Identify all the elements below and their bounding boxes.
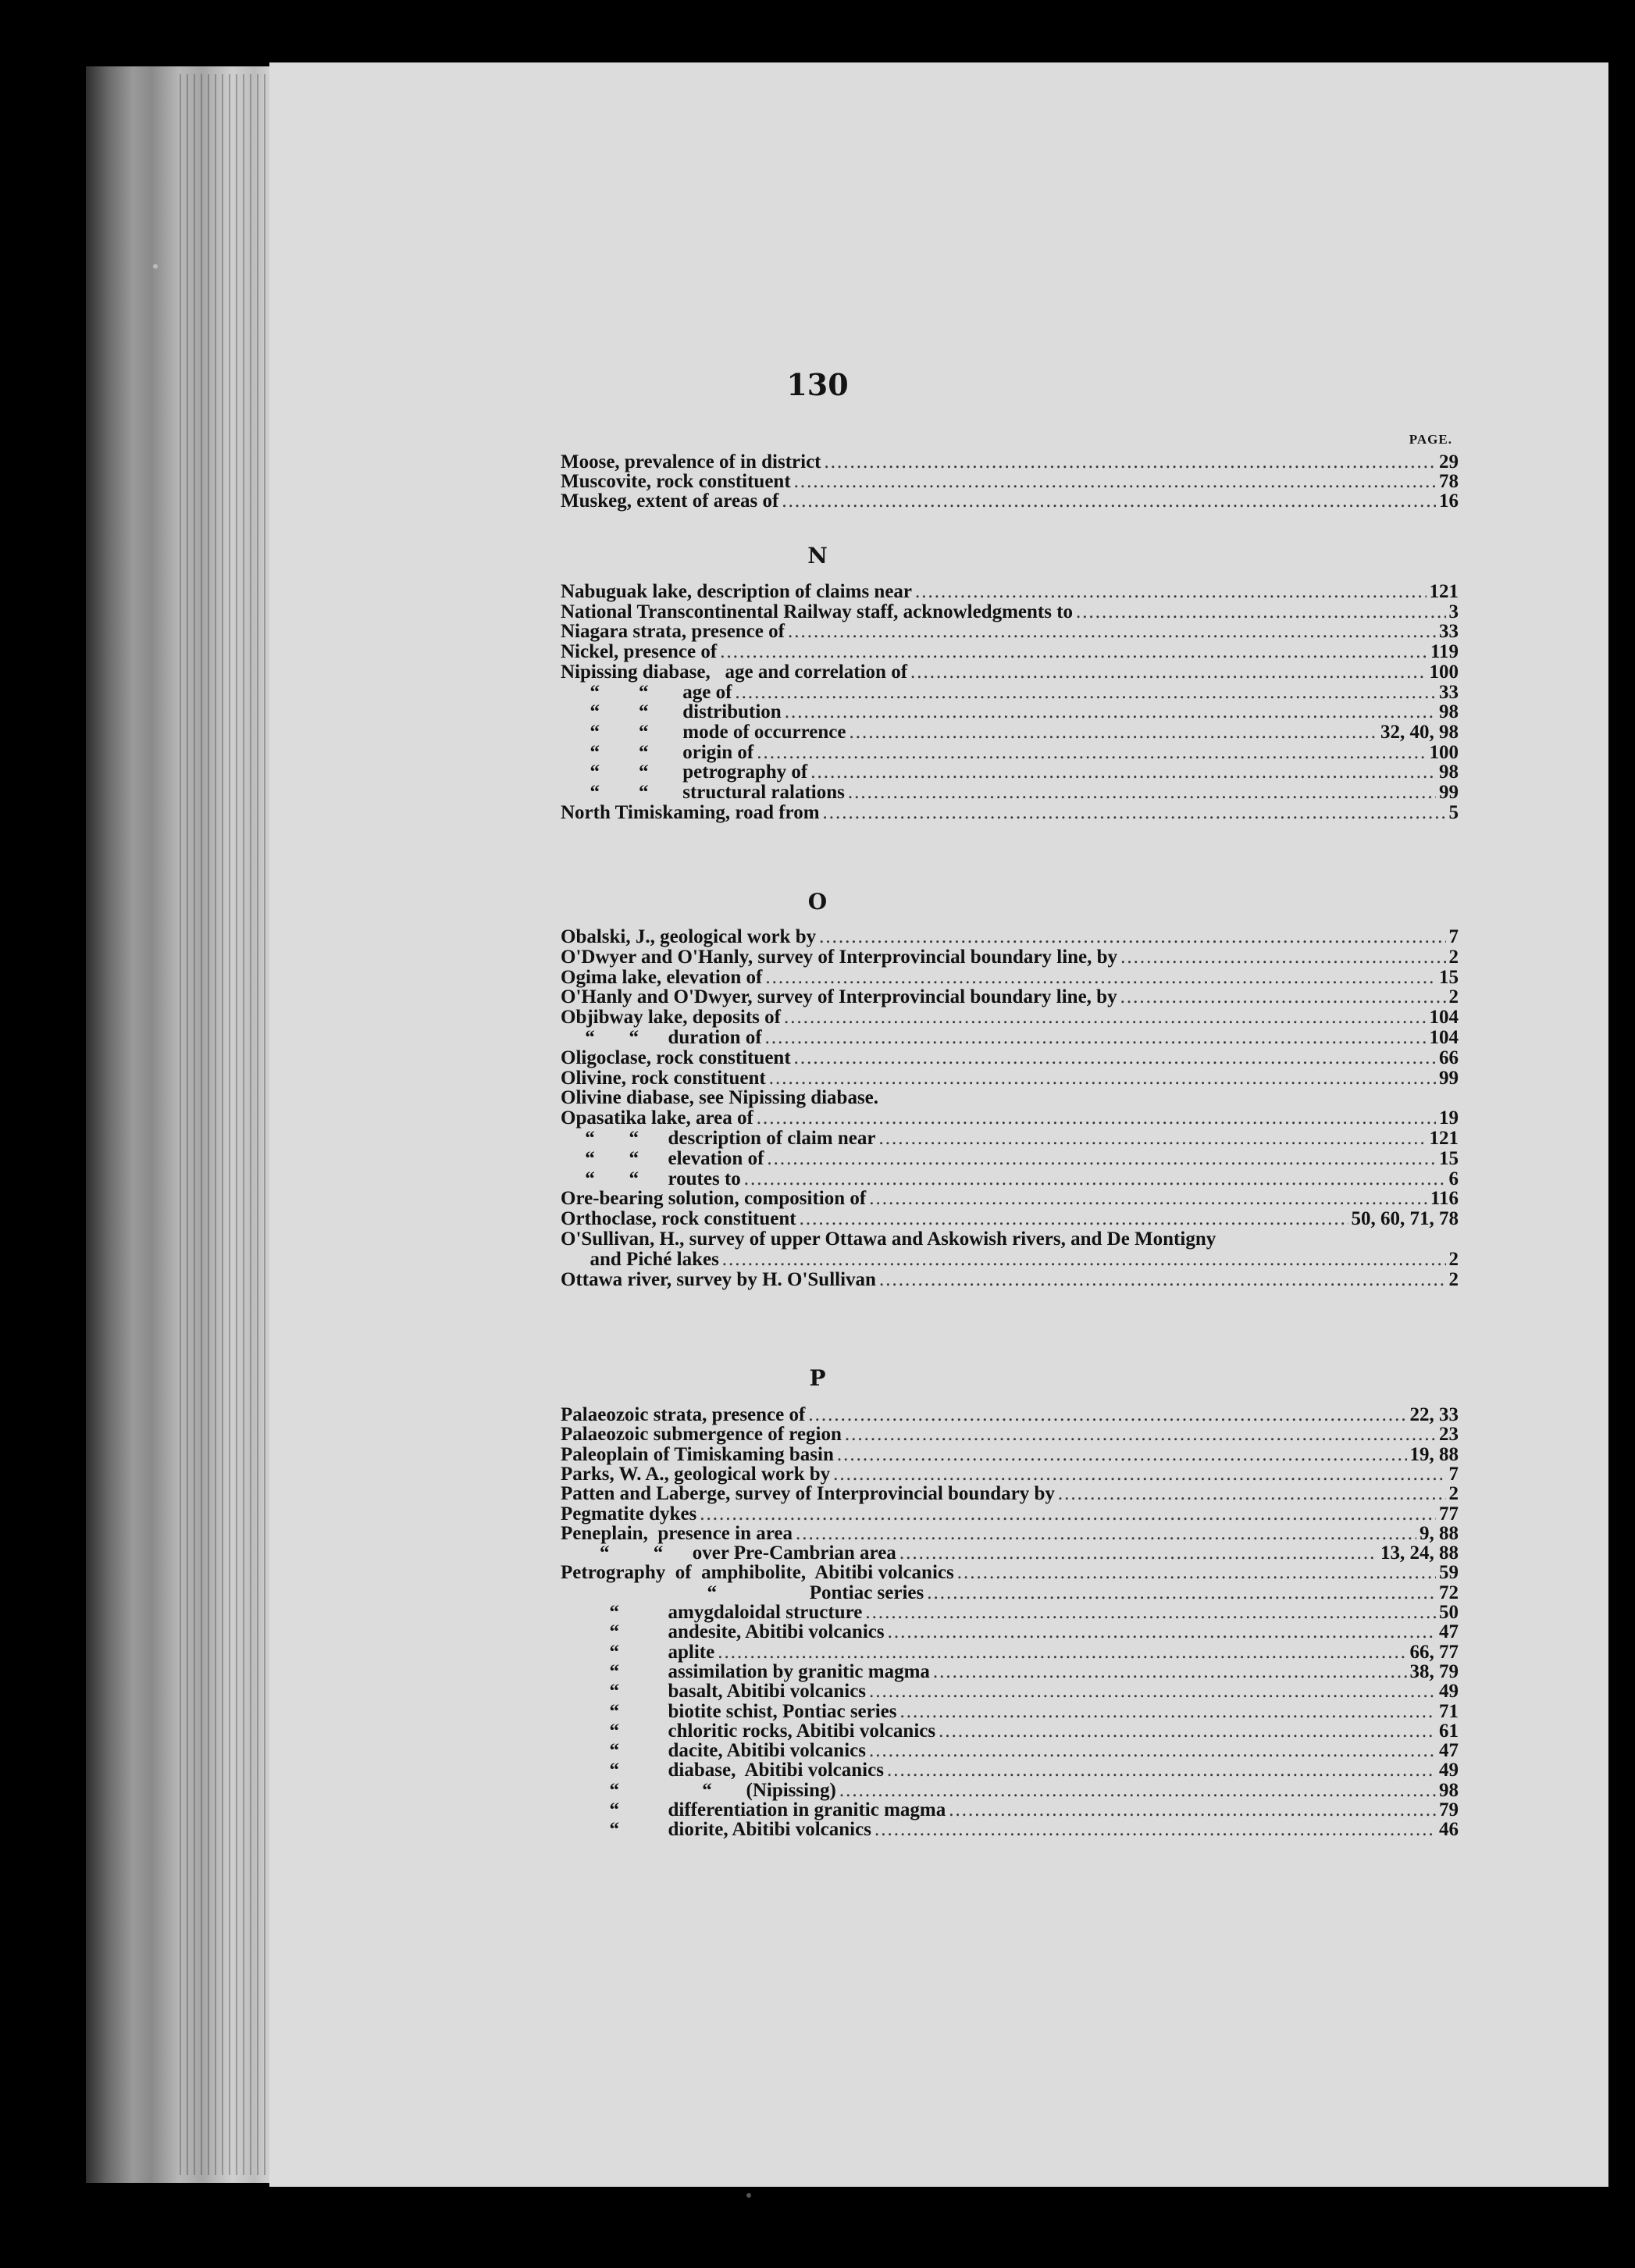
entry-text: “ “ origin of	[561, 742, 754, 763]
entry-text: Petrography of amphibolite, Abitibi volcanics	[561, 1562, 954, 1583]
entry-text: “ diorite, Abitibi volcanics	[561, 1819, 871, 1840]
entry-page: 7	[1448, 926, 1459, 947]
entry-text: “ “ (Nipissing)	[561, 1780, 836, 1801]
speck-mark	[746, 2193, 751, 2198]
entry-page: 9, 88	[1419, 1523, 1459, 1544]
entry-text: Nipissing diabase, age and correlation of	[561, 662, 908, 683]
entry-text: “ “ description of claim near	[561, 1128, 876, 1149]
entry-text: Olivine, rock constituent	[561, 1068, 766, 1089]
entry-text: Obalski, J., geological work by	[561, 926, 817, 947]
entry-text: “ amygdaloidal structure	[561, 1602, 863, 1623]
entry-text: Oligoclase, rock constituent	[561, 1047, 791, 1068]
index-entry	[561, 1818, 1459, 1842]
entry-page: 22, 33	[1409, 1404, 1459, 1425]
entry-page: 15	[1439, 967, 1459, 988]
dot-leader	[879, 1268, 1446, 1292]
entry-text: “ differentiation in granitic magma	[561, 1799, 946, 1820]
entry-text: Patten and Laberge, survey of Interprovincial boundary by	[561, 1483, 1055, 1504]
entry-page: 2	[1448, 947, 1459, 968]
entry-page: 7	[1448, 1464, 1459, 1485]
entry-page: 16	[1439, 490, 1459, 512]
entry-page: 121	[1429, 581, 1459, 602]
entry-page: 59	[1439, 1562, 1459, 1583]
entry-text: Muscovite, rock constituent	[561, 471, 791, 492]
entry-page: 38, 79	[1409, 1661, 1459, 1682]
entry-text: “ andesite, Abitibi volcanics	[561, 1621, 885, 1642]
page-number: 130	[786, 367, 849, 402]
entry-page: 98	[1439, 1780, 1459, 1801]
entry-text: Olivine diabase, see Nipissing diabase.	[561, 1087, 879, 1108]
entry-page: 77	[1439, 1503, 1459, 1524]
entry-text: Nabuguak lake, description of claims near	[561, 581, 913, 602]
entry-page: 49	[1439, 1760, 1459, 1781]
entry-page: 23	[1439, 1424, 1459, 1445]
entry-page: 66, 77	[1409, 1642, 1459, 1663]
entry-page: 2	[1448, 1269, 1459, 1290]
entry-text: Moose, prevalence of in district	[561, 451, 821, 472]
entry-page: 100	[1429, 742, 1459, 763]
entry-page: 50, 60, 71, 78	[1351, 1208, 1459, 1229]
entry-text: “ “ duration of	[561, 1027, 762, 1048]
entry-page: 32, 40, 98	[1380, 722, 1459, 743]
section-letter: O	[807, 889, 828, 915]
entry-text: National Transcontinental Railway staff, acknowledgments to	[561, 601, 1074, 622]
entry-page: 13, 24, 88	[1380, 1542, 1459, 1564]
entry-page: 71	[1439, 1701, 1459, 1722]
entry-text: Peneplain, presence in area	[561, 1523, 793, 1544]
entry-page: 99	[1439, 782, 1459, 803]
page-column-header: PAGE.	[1409, 432, 1452, 447]
entry-text: North Timiskaming, road from	[561, 802, 820, 823]
entry-page: 2	[1448, 986, 1459, 1007]
dot-leader	[823, 801, 1446, 825]
entry-text: Palaeozoic strata, presence of	[561, 1404, 806, 1425]
entry-page: 99	[1439, 1068, 1459, 1089]
entry-page: 66	[1439, 1047, 1459, 1068]
entry-text: and Piché lakes	[561, 1249, 719, 1270]
entry-text: Pegmatite dykes	[561, 1503, 697, 1524]
entry-page: 104	[1429, 1027, 1459, 1048]
dot-leader	[782, 490, 1436, 513]
entry-text: Parks, W. A., geological work by	[561, 1464, 831, 1485]
entry-page: 47	[1439, 1740, 1459, 1761]
speck-mark	[153, 264, 158, 269]
entry-text: O'Dwyer and O'Hanly, survey of Interprovincial boundary line, by	[561, 947, 1118, 968]
entry-text: “ “ mode of occurrence	[561, 722, 846, 743]
entry-text: “ basalt, Abitibi volcanics	[561, 1681, 867, 1702]
entry-text: Ottawa river, survey by H. O'Sullivan	[561, 1269, 876, 1290]
entry-text: “ “ routes to	[561, 1168, 741, 1189]
entry-page: 5	[1448, 802, 1459, 823]
entry-text: “ aplite	[561, 1642, 715, 1663]
entry-page: 104	[1429, 1007, 1459, 1028]
entry-page: 121	[1429, 1128, 1459, 1149]
entry-page: 29	[1439, 451, 1459, 472]
entry-page: 49	[1439, 1681, 1459, 1702]
entry-text: Orthoclase, rock constituent	[561, 1208, 796, 1229]
entry-page: 61	[1439, 1721, 1459, 1742]
entry-text: Ogima lake, elevation of	[561, 967, 763, 988]
entry-page: 33	[1439, 682, 1459, 703]
index-entry	[561, 801, 1459, 825]
entry-page: 6	[1448, 1168, 1459, 1189]
index-entry	[561, 1268, 1459, 1292]
entry-page: 98	[1439, 701, 1459, 722]
entry-text: “ diabase, Abitibi volcanics	[561, 1760, 884, 1781]
entry-page: 47	[1439, 1621, 1459, 1642]
entry-text: “ “ age of	[561, 682, 732, 703]
entry-text: “ “ distribution	[561, 701, 782, 722]
entry-page: 78	[1439, 471, 1459, 492]
entry-page: 72	[1439, 1582, 1459, 1603]
entry-text: Nickel, presence of	[561, 641, 718, 662]
entry-text: “ chloritic rocks, Abitibi volcanics	[561, 1721, 936, 1742]
entry-text: Ore-bearing solution, composition of	[561, 1188, 867, 1209]
entry-page: 33	[1439, 621, 1459, 642]
section-letter: P	[809, 1365, 826, 1391]
entry-text: Palaeozoic submergence of region	[561, 1424, 842, 1445]
entry-page: 116	[1430, 1188, 1459, 1209]
entry-text: “ “ over Pre-Cambrian area	[561, 1542, 896, 1564]
entry-text: O'Hanly and O'Dwyer, survey of Interprovincial boundary line, by	[561, 986, 1117, 1007]
entry-page: 3	[1448, 601, 1459, 622]
entry-text: “ biotite schist, Pontiac series	[561, 1701, 897, 1722]
entry-page: 100	[1429, 662, 1459, 683]
entry-page: 19	[1439, 1107, 1459, 1129]
entry-text: Opasatika lake, area of	[561, 1107, 753, 1129]
entry-text: “ “ elevation of	[561, 1148, 764, 1169]
entry-page: 15	[1439, 1148, 1459, 1169]
entry-page: 79	[1439, 1799, 1459, 1820]
entry-page: 19, 88	[1409, 1444, 1459, 1465]
entry-text: “ assimilation by granitic magma	[561, 1661, 930, 1682]
entry-text: O'Sullivan, H., survey of upper Ottawa and Askowish rivers, and De Montigny	[561, 1228, 1216, 1250]
entry-text: “ “ structural ralations	[561, 782, 845, 803]
entry-page: 119	[1430, 641, 1459, 662]
entry-page: 46	[1439, 1819, 1459, 1840]
dot-leader	[874, 1818, 1436, 1842]
entry-text: “ dacite, Abitibi volcanics	[561, 1740, 866, 1761]
entry-text: Paleoplain of Timiskaming basin	[561, 1444, 834, 1465]
entry-page: 98	[1439, 761, 1459, 783]
entry-page: 2	[1448, 1483, 1459, 1504]
entry-text: “ Pontiac series	[561, 1582, 924, 1603]
entry-page: 2	[1448, 1249, 1459, 1270]
entry-text: “ “ petrography of	[561, 761, 808, 783]
entry-text: Muskeg, extent of areas of	[561, 490, 779, 512]
index-entry	[561, 490, 1459, 513]
section-letter: N	[807, 543, 828, 569]
entry-text: Objibway lake, deposits of	[561, 1007, 781, 1028]
entry-text: Niagara strata, presence of	[561, 621, 785, 642]
entry-page: 50	[1439, 1602, 1459, 1623]
